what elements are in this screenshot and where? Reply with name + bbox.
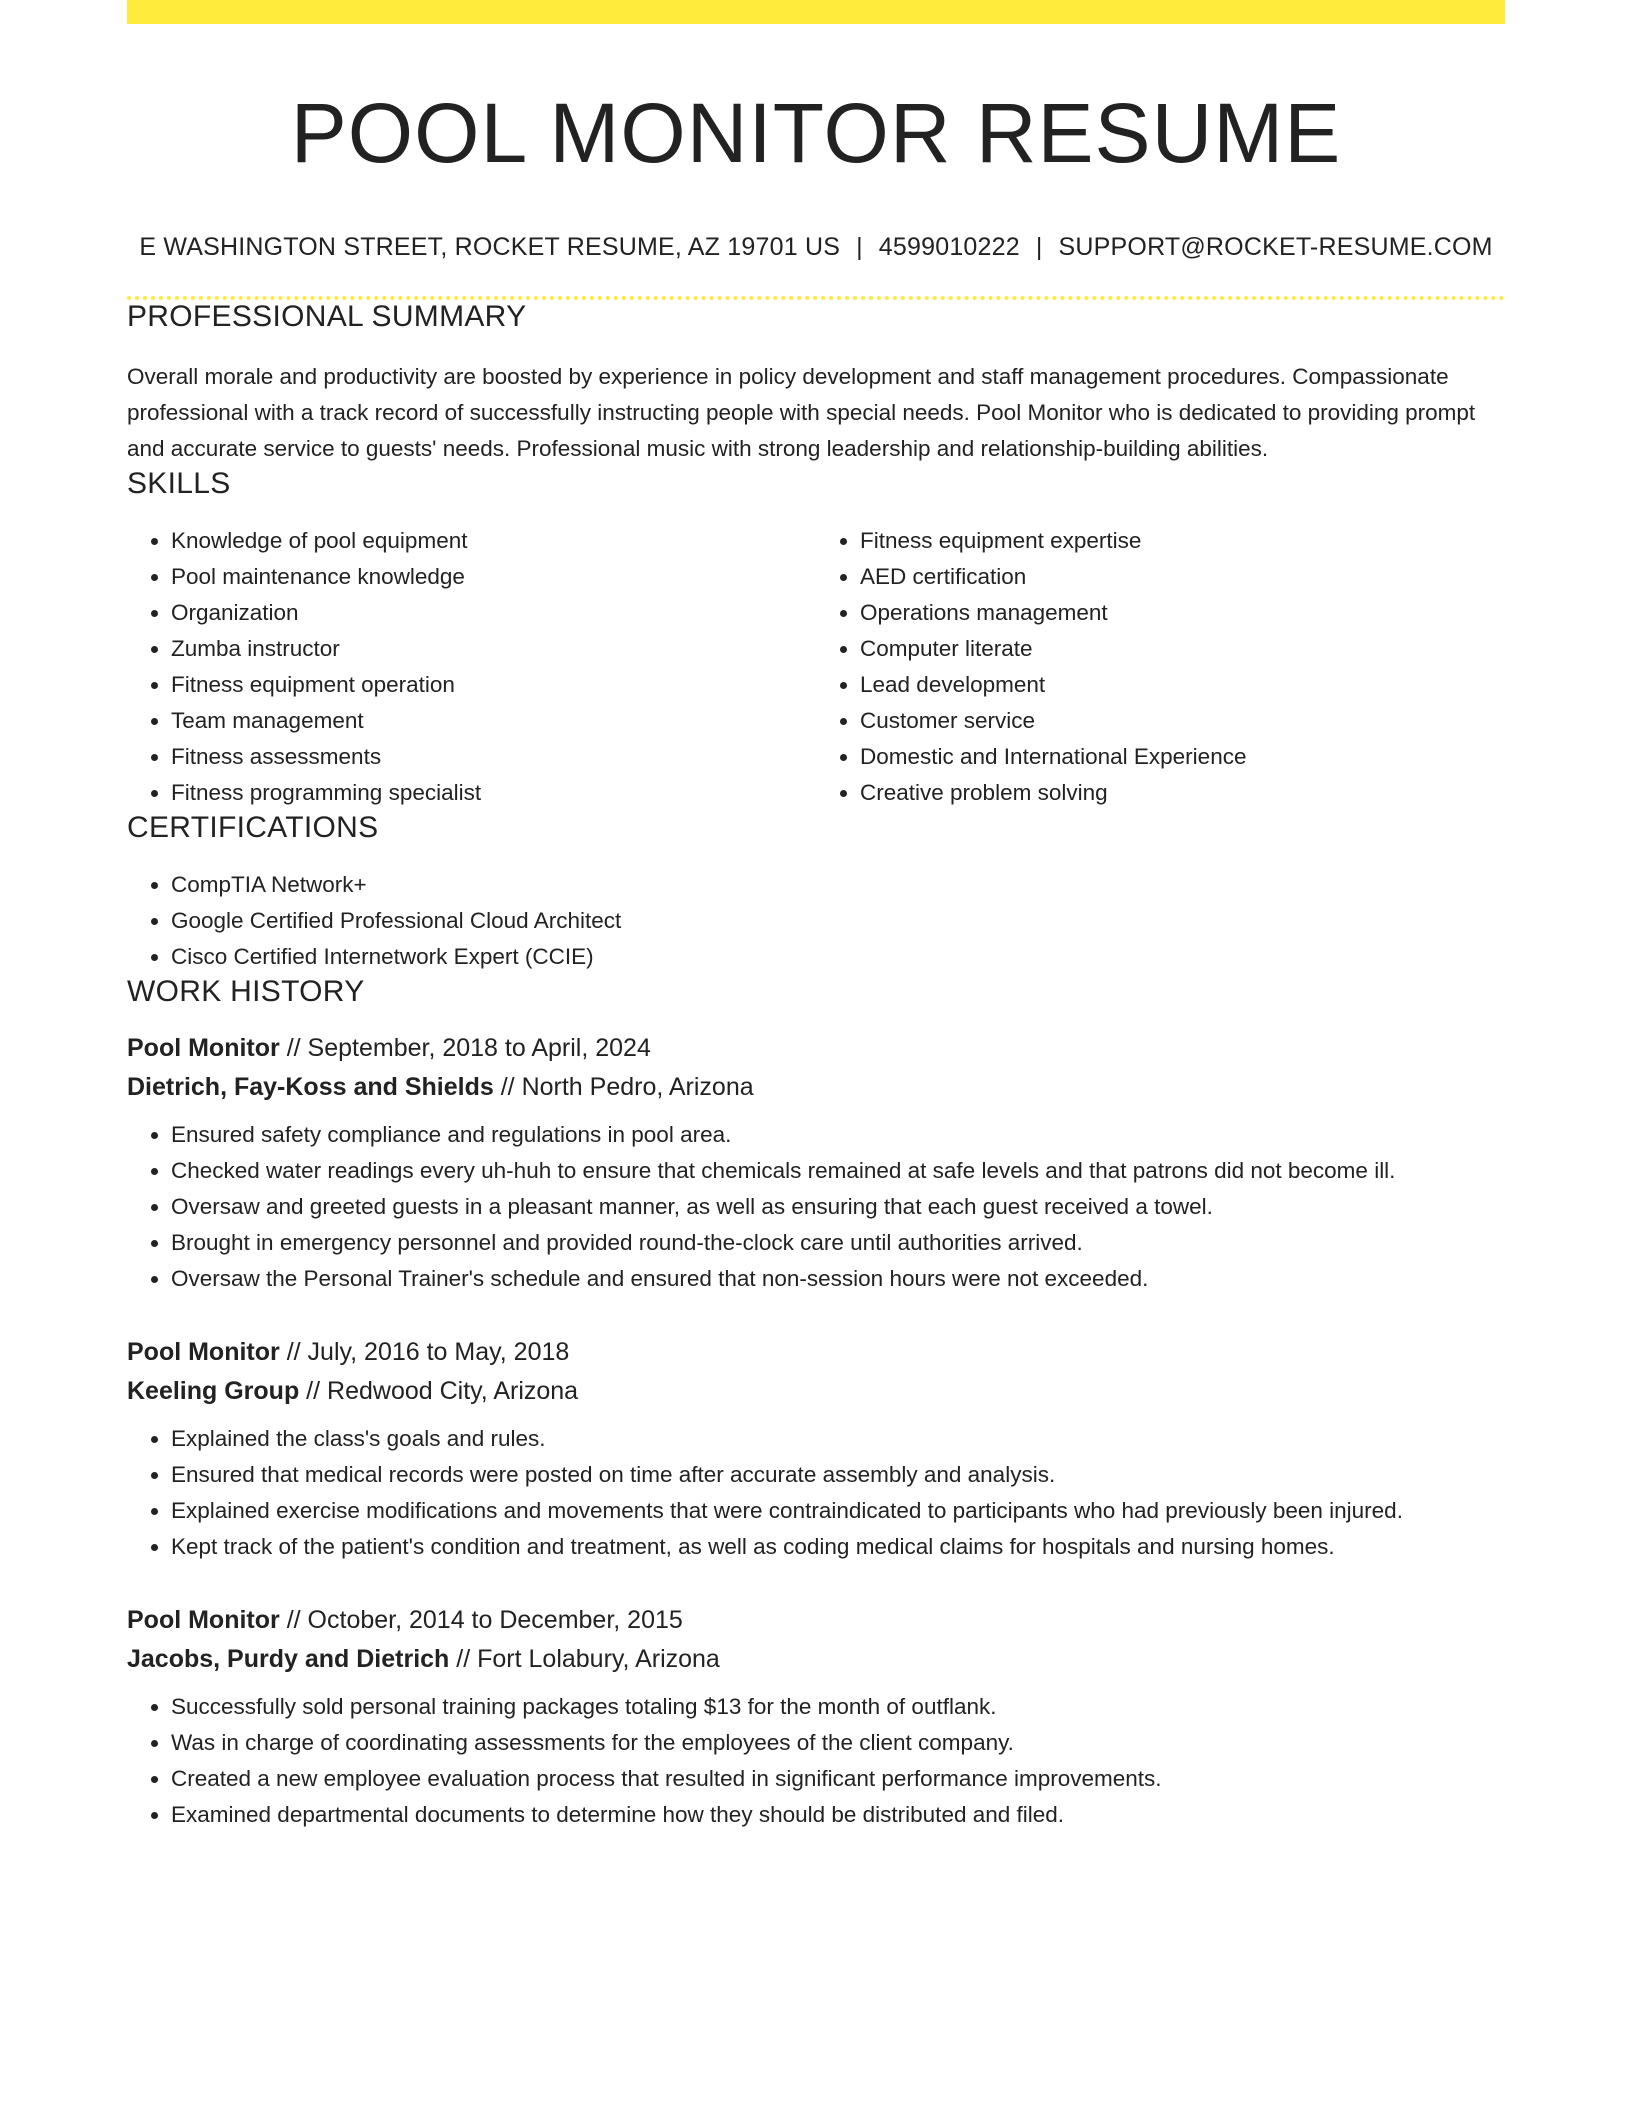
job-company-line xyxy=(127,1372,1505,1411)
skill-item: • Lead development xyxy=(860,667,1505,703)
certifications-heading: CERTIFICATIONS xyxy=(127,811,379,845)
skill-item: • Fitness equipment operation xyxy=(171,667,816,703)
skill-item: • Knowledge of pool equipment xyxy=(171,523,816,559)
job-location: North Pedro, Arizona xyxy=(521,1073,754,1102)
job-position: Pool Monitor xyxy=(127,1338,280,1367)
job-bullet: • Examined departmental documents to determine how they should be distributed and filed. xyxy=(171,1797,1505,1833)
skill-item: • Customer service xyxy=(860,703,1505,739)
summary-heading: PROFESSIONAL SUMMARY xyxy=(127,300,527,334)
job-bullet: • Brought in emergency personnel and provided round-the-clock care until authorities arrived. xyxy=(171,1225,1505,1261)
job-company: Keeling Group xyxy=(127,1377,300,1406)
job-separator: // xyxy=(279,1338,308,1367)
job-entry xyxy=(127,1029,1505,1297)
job-separator: // xyxy=(449,1645,478,1674)
job-separator: // xyxy=(279,1034,308,1063)
job-title-line xyxy=(127,1029,1505,1068)
contact-line xyxy=(127,233,1505,262)
contact-phone: 4599010222 xyxy=(878,233,1020,262)
job-dates: July, 2016 to May, 2018 xyxy=(307,1338,570,1367)
job-entry xyxy=(127,1333,1505,1565)
job-company: Jacobs, Purdy and Dietrich xyxy=(127,1645,450,1674)
job-bullet: • Explained exercise modifications and movements that were contraindicated to participants who had previously been injured. xyxy=(171,1493,1505,1529)
skill-item: • Domestic and International Experience xyxy=(860,739,1505,775)
certification-item: • Google Certified Professional Cloud Architect xyxy=(171,903,1505,939)
contact-email: SUPPORT@ROCKET-RESUME.COM xyxy=(1058,233,1493,262)
skill-item: • Pool maintenance knowledge xyxy=(171,559,816,595)
job-bullet: • Was in charge of coordinating assessments for the employees of the client company. xyxy=(171,1725,1505,1761)
skill-item: • Fitness programming specialist xyxy=(171,775,816,811)
skill-item: • Fitness assessments xyxy=(171,739,816,775)
job-bullet: • Successfully sold personal training packages totaling $13 for the month of outflank. xyxy=(171,1689,1505,1725)
skill-item: • Creative problem solving xyxy=(860,775,1505,811)
skills-columns xyxy=(127,523,1505,811)
job-title-line xyxy=(127,1601,1505,1640)
job-bullet: • Oversaw and greeted guests in a pleasant manner, as well as ensuring that each guest received a towel. xyxy=(171,1189,1505,1225)
job-separator: // xyxy=(299,1377,328,1406)
contact-separator: | xyxy=(1035,233,1043,262)
job-entry xyxy=(127,1601,1505,1833)
job-location: Fort Lolabury, Arizona xyxy=(477,1645,720,1674)
job-location: Redwood City, Arizona xyxy=(327,1377,579,1406)
skills-list-left xyxy=(127,523,816,811)
skill-item: • Zumba instructor xyxy=(171,631,816,667)
job-company: Dietrich, Fay-Koss and Shields xyxy=(127,1073,494,1102)
resume-title: POOL MONITOR RESUME xyxy=(290,86,1342,180)
job-separator: // xyxy=(493,1073,522,1102)
job-company-line xyxy=(127,1640,1505,1679)
accent-top-bar xyxy=(127,0,1505,24)
job-bullet: • Created a new employee evaluation process that resulted in significant performance improvements. xyxy=(171,1761,1505,1797)
skills-heading: SKILLS xyxy=(127,467,231,501)
job-bullets xyxy=(127,1421,1505,1565)
skill-item: • AED certification xyxy=(860,559,1505,595)
certification-item: • Cisco Certified Internetwork Expert (CCIE) xyxy=(171,939,1505,975)
resume-page xyxy=(127,0,1505,1833)
skill-item: • Team management xyxy=(171,703,816,739)
job-bullet: • Ensured safety compliance and regulations in pool area. xyxy=(171,1117,1505,1153)
job-dates: September, 2018 to April, 2024 xyxy=(307,1034,651,1063)
job-bullet: • Oversaw the Personal Trainer's schedule and ensured that non-session hours were not exceeded. xyxy=(171,1261,1505,1297)
job-dates: October, 2014 to December, 2015 xyxy=(307,1606,683,1635)
certification-item: • CompTIA Network+ xyxy=(171,867,1505,903)
job-title-line xyxy=(127,1333,1505,1372)
skills-list-right xyxy=(816,523,1505,811)
job-bullet: • Kept track of the patient's condition and treatment, as well as coding medical claims for hospitals and nursing homes. xyxy=(171,1529,1505,1565)
summary-text: Overall morale and productivity are boosted by experience in policy development and staff management procedures. Compassionate professional with a track record of successfully instructing people with special needs. Pool Monitor who is dedicated to providing prompt and accurate service to guests' needs. Professional music with strong leadership and relationship-building abilities. xyxy=(127,364,1476,462)
job-position: Pool Monitor xyxy=(127,1606,280,1635)
job-bullets xyxy=(127,1117,1505,1297)
contact-separator: | xyxy=(856,233,863,262)
skill-item: • Fitness equipment expertise xyxy=(860,523,1505,559)
job-bullet: • Ensured that medical records were posted on time after accurate assembly and analysis. xyxy=(171,1457,1505,1493)
skill-item: • Operations management xyxy=(860,595,1505,631)
job-bullets xyxy=(127,1689,1505,1833)
skill-item: • Computer literate xyxy=(860,631,1505,667)
contact-address: E WASHINGTON STREET, ROCKET RESUME, AZ 19701 US xyxy=(139,233,841,262)
job-bullet: • Explained the class's goals and rules. xyxy=(171,1421,1505,1457)
job-position: Pool Monitor xyxy=(127,1034,280,1063)
work-history-heading: WORK HISTORY xyxy=(127,975,365,1009)
job-bullet: • Checked water readings every uh-huh to ensure that chemicals remained at safe levels and that patrons did not become ill. xyxy=(171,1153,1505,1189)
certifications-list xyxy=(127,867,1505,975)
skill-item: • Organization xyxy=(171,595,816,631)
job-company-line xyxy=(127,1068,1505,1107)
job-separator: // xyxy=(279,1606,308,1635)
